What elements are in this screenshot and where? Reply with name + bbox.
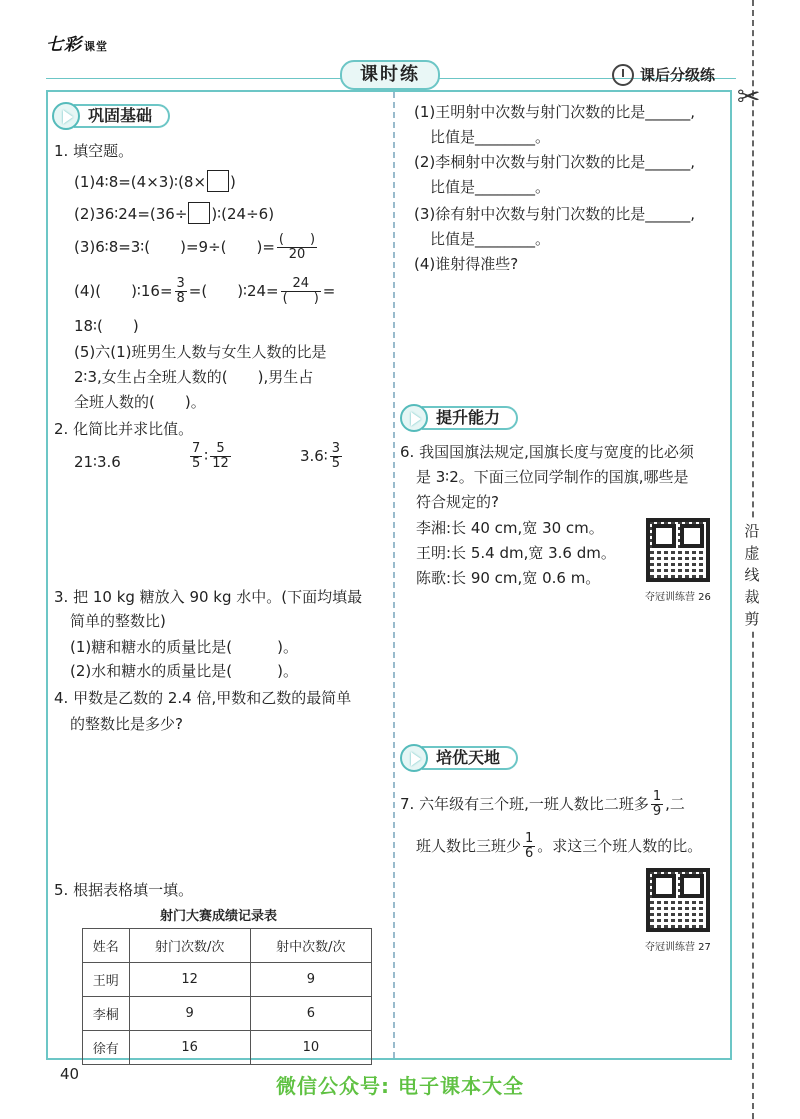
play-icon <box>52 102 80 130</box>
score-table <box>82 928 372 1065</box>
q2-expr1: 21∶3.6 <box>74 453 121 471</box>
answer-box[interactable] <box>188 202 210 224</box>
table-cell: 16 <box>129 1031 250 1065</box>
q2-expr2: $\frac{7}{5}$ ∶ $\frac{5}{12}$ <box>192 441 229 471</box>
section-basic: 巩固基础 <box>52 102 170 128</box>
q1-part2: (2)36∶24=(36÷ )∶(24÷6) <box>74 202 274 224</box>
table-row <box>83 963 372 997</box>
q6-line4: 李湘:长 40 cm,宽 30 cm。 <box>416 519 604 537</box>
column-header: 姓名 <box>83 929 130 963</box>
q5r-line3: (2)李桐射中次数与射门次数的比是______, <box>414 153 696 171</box>
q3-line3: (1)糖和糖水的质量比是( )。 <box>70 638 298 656</box>
play-icon <box>400 404 428 432</box>
q5r-line2: 比值是________。 <box>430 128 551 146</box>
alarm-clock-icon <box>612 64 634 86</box>
q3-line2: 简单的整数比) <box>70 612 166 630</box>
q5r-line1: (1)王明射中次数与射门次数的比是______, <box>414 103 696 121</box>
q5r-line4: 比值是________。 <box>430 178 551 196</box>
qr-caption: 夺冠训练营 26 <box>645 592 711 603</box>
page-number: 40 <box>60 1065 80 1083</box>
scissors-icon: ✂ <box>737 80 761 113</box>
q3-line4: (2)水和糖水的质量比是( )。 <box>70 662 298 680</box>
section-excel: 培优天地 <box>400 744 518 770</box>
table-header-row <box>83 929 372 963</box>
table-row <box>83 997 372 1031</box>
table-cell: 王明 <box>83 963 130 997</box>
qr-code-icon[interactable] <box>646 518 710 582</box>
page-subtitle: 课后分级练 <box>612 64 715 86</box>
table-cell: 9 <box>250 963 371 997</box>
column-header: 射门次数/次 <box>129 929 250 963</box>
q1-part5-l3: 全班人数的( )。 <box>74 393 206 411</box>
q1-part4: (4)( )∶16= $\frac{3}{8}$ =( )∶24= $\frac{24}{( )}$ = <box>74 276 336 306</box>
q6-line3: 符合规定的? <box>416 493 499 511</box>
q3-line1: 3. 把 10 kg 糖放入 90 kg 水中。(下面均填最 <box>54 588 363 606</box>
q7-line2: 班人数比三班少 $\frac{1}{6}$ 。求这三个班人数的比。 <box>416 831 703 861</box>
q4-line1: 4. 甲数是乙数的 2.4 倍,甲数和乙数的最简单 <box>54 689 352 707</box>
table-cell: 9 <box>129 997 250 1031</box>
table-title: 射门大赛成绩记录表 <box>160 909 278 924</box>
q2-heading: 2. 化简比并求比值。 <box>54 420 194 438</box>
brand-logo: 七彩 课堂 <box>46 35 108 55</box>
q6-line1: 6. 我国国旗法规定,国旗长度与宽度的比必须 <box>400 443 694 461</box>
column-header: 射中次数/次 <box>250 929 371 963</box>
q4-line2: 的整数比是多少? <box>70 715 183 733</box>
q5r-line6: 比值是________。 <box>430 230 551 248</box>
section-improve: 提升能力 <box>400 404 518 430</box>
q5r-line7: (4)谁射得准些? <box>414 255 519 273</box>
table-cell: 12 <box>129 963 250 997</box>
q6-line6: 陈歌:长 90 cm,宽 0.6 m。 <box>416 569 601 587</box>
q1-heading: 1. 填空题。 <box>54 142 134 160</box>
play-icon <box>400 744 428 772</box>
table-row <box>83 1031 372 1065</box>
cut-instruction: 沿虚线裁剪 <box>742 520 762 630</box>
q5-heading: 5. 根据表格填一填。 <box>54 881 194 899</box>
q1-part4-cont: 18∶( ) <box>74 317 139 335</box>
table-cell: 10 <box>250 1031 371 1065</box>
q5r-line5: (3)徐有射中次数与射门次数的比是______, <box>414 205 696 223</box>
q2-expr3: 3.6∶ $\frac{3}{5}$ <box>300 441 341 471</box>
q6-line5: 王明:长 5.4 dm,宽 3.6 dm。 <box>416 544 616 562</box>
q1-part5-l2: 2∶3,女生占全班人数的( ),男生占 <box>74 368 314 386</box>
page-title: 课时练 <box>340 60 440 90</box>
answer-box[interactable] <box>207 170 229 192</box>
q1-part1: (1)4∶8=(4×3)∶(8× ) <box>74 170 236 192</box>
q1-part3: (3)6∶8=3∶( )=9÷( )= $\frac{( )}{20}$ <box>74 232 316 262</box>
q1-part5-l1: (5)六(1)班男生人数与女生人数的比是 <box>74 343 327 361</box>
q7-line1: 7. 六年级有三个班,一班人数比二班多 $\frac{1}{9}$ ,二 <box>400 789 685 819</box>
table-cell: 李桐 <box>83 997 130 1031</box>
qr-caption: 夺冠训练营 27 <box>645 942 711 953</box>
q6-line2: 是 3∶2。下面三位同学制作的国旗,哪些是 <box>416 468 689 486</box>
table-cell: 6 <box>250 997 371 1031</box>
table-cell: 徐有 <box>83 1031 130 1065</box>
qr-code-icon[interactable] <box>646 868 710 932</box>
column-divider <box>393 92 395 1058</box>
footer-watermark: 微信公众号: 电子课本大全 <box>276 1074 524 1098</box>
